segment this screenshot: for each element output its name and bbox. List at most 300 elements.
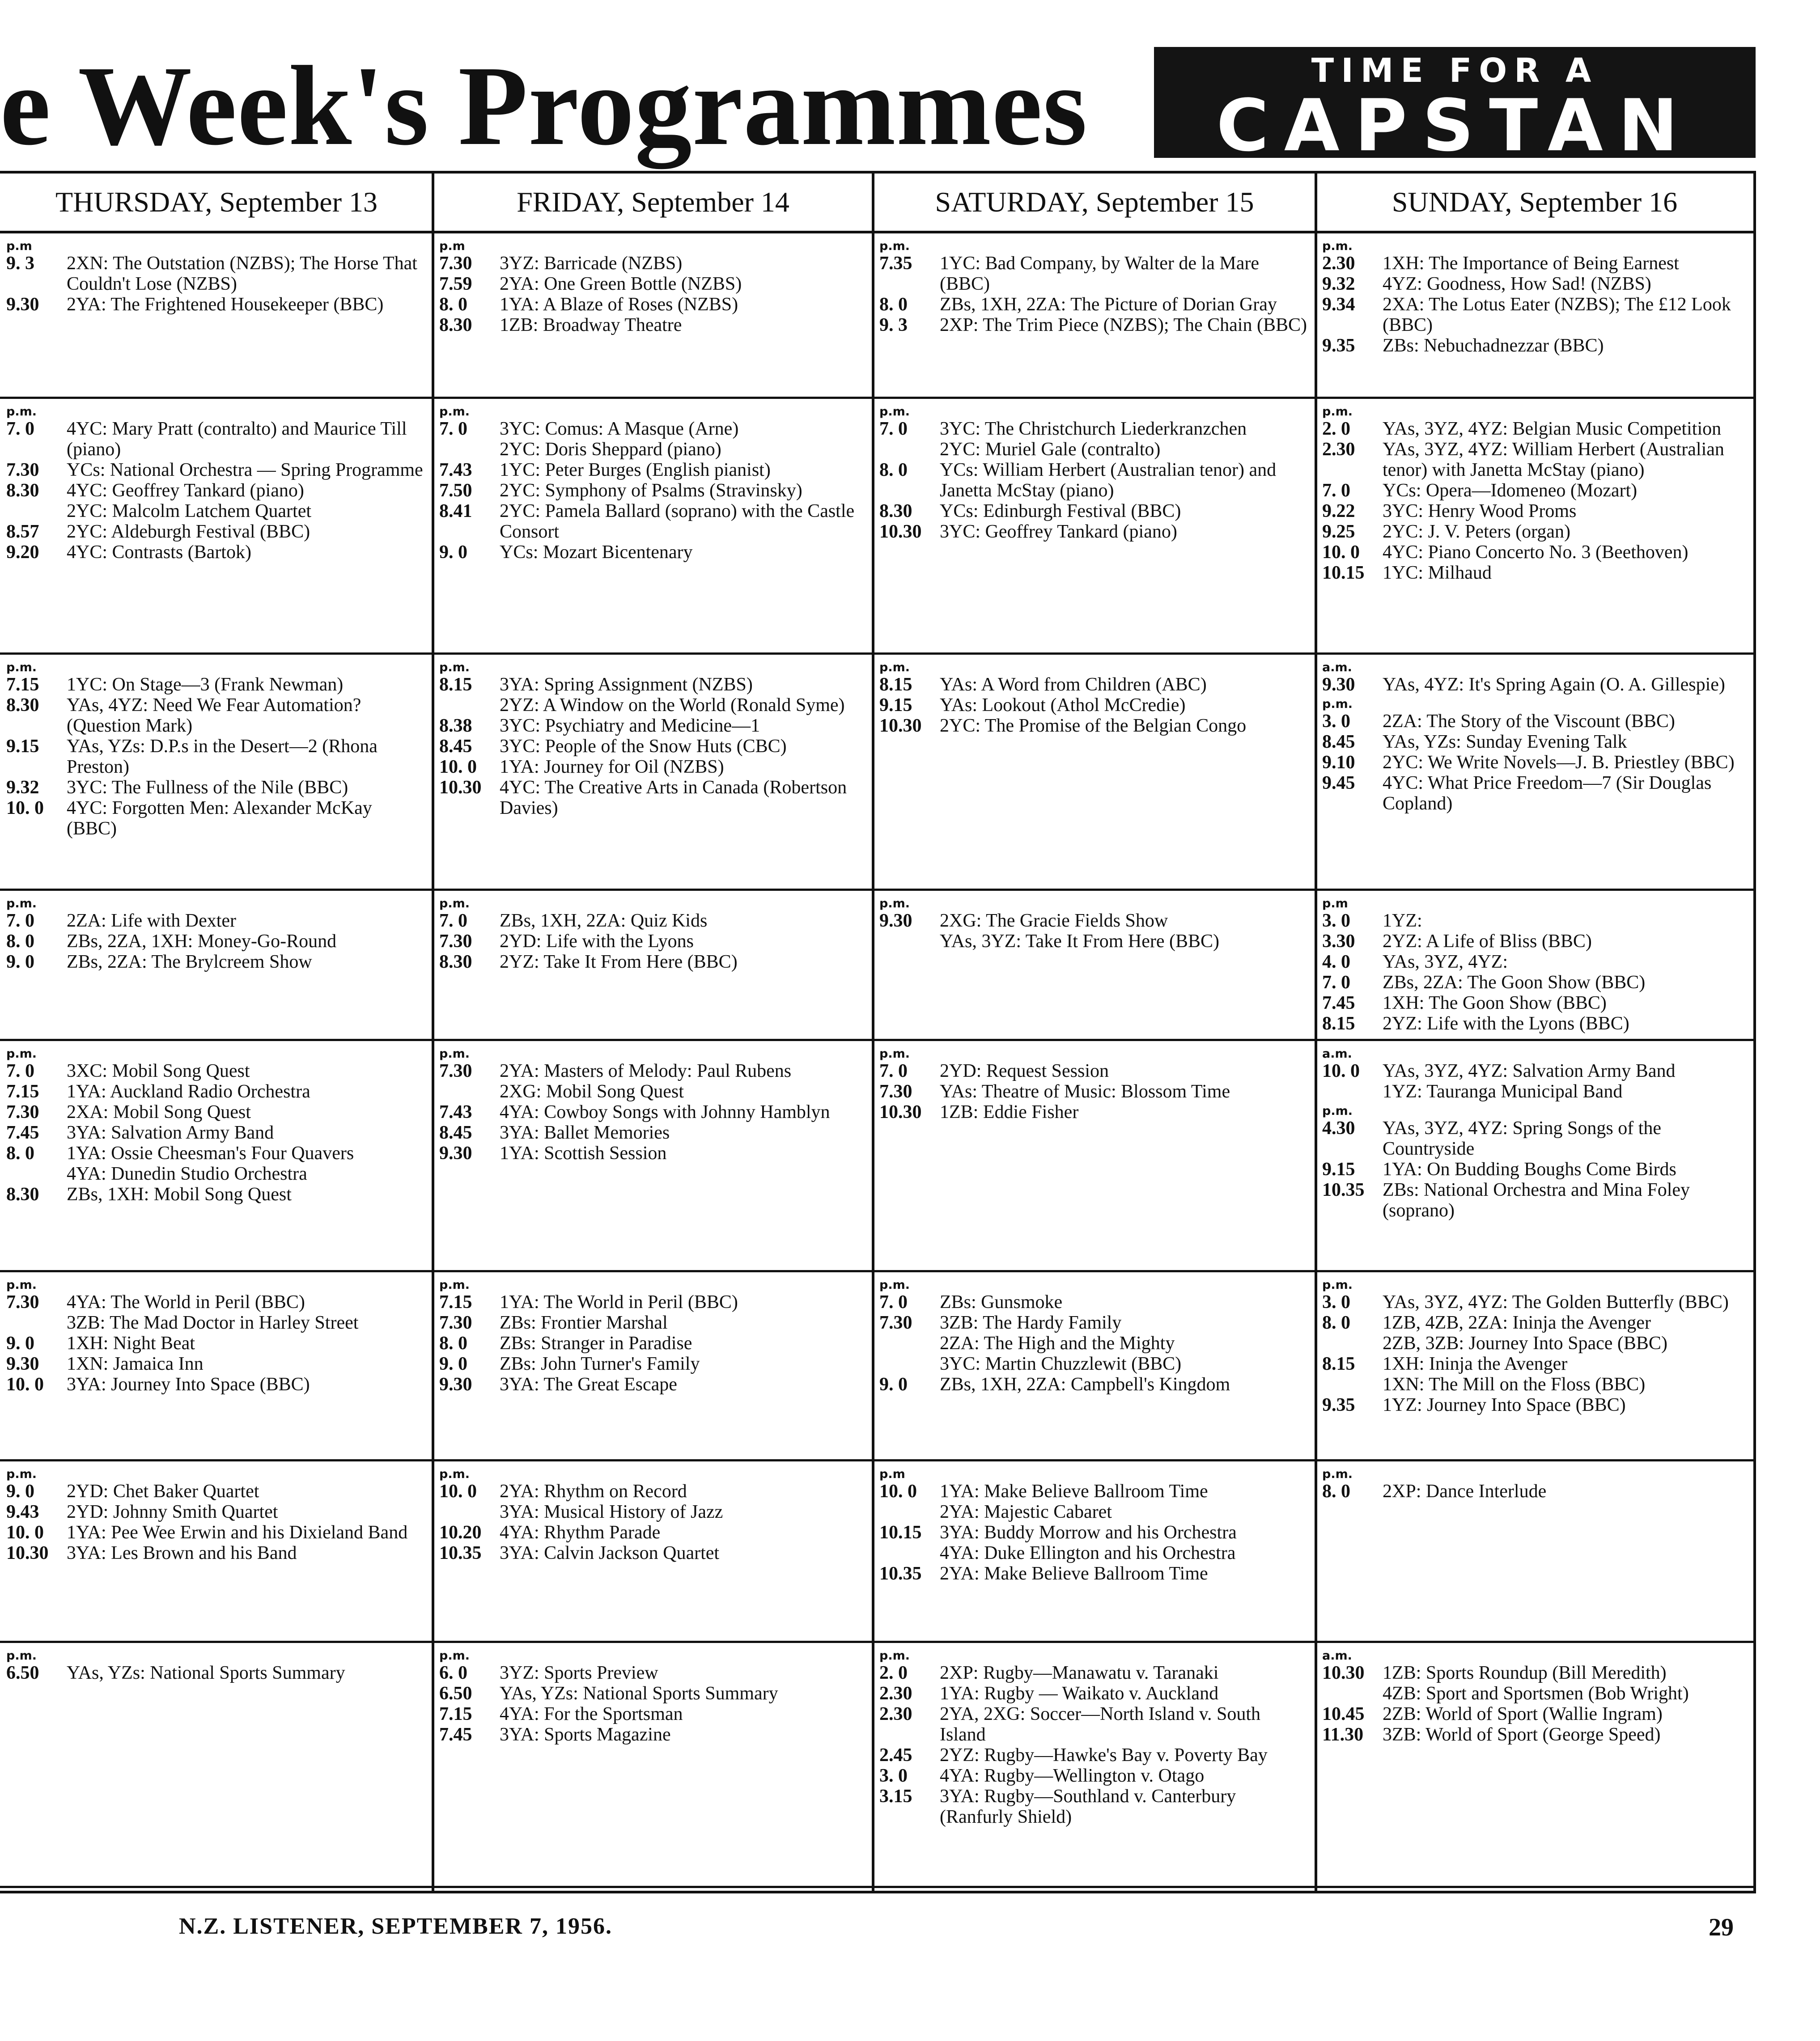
entry-time (1322, 1683, 1383, 1704)
entry-time: 2. 0 (1322, 419, 1350, 439)
programme-cell-saturday (873, 891, 1316, 1041)
entry-text: ZBs: Nebuchadnezzar (BBC) (1383, 335, 1604, 356)
entry-text: YAs, YZs: National Sports Summary (67, 1663, 345, 1683)
entry-time (6, 1313, 67, 1333)
entry-text: 2ZB, 3ZB: Journey Into Space (BBC) (1383, 1333, 1667, 1354)
entry-time (879, 439, 940, 460)
day-header-sunday: SUNDAY, September 16 (1316, 174, 1753, 233)
time-block (879, 405, 1308, 542)
entry-text: 3YC: Psychiatry and Medicine—1 (500, 716, 760, 736)
period-label: p.m. (879, 661, 910, 674)
programme-entry (1322, 501, 1745, 521)
entry-time: 4. 0 (1322, 952, 1350, 972)
entry-text: ZBs, 2ZA: The Goon Show (BBC) (1383, 972, 1646, 993)
programme-entry (439, 1481, 865, 1502)
entry-time: 9.10 (1322, 752, 1355, 773)
entry-time: 10. 0 (879, 1481, 917, 1502)
programme-entry (1322, 1333, 1745, 1354)
entry-time: 9.30 (879, 910, 912, 931)
programme-entry (439, 460, 865, 480)
programme-entry (879, 315, 1308, 335)
entry-time: 9.43 (6, 1502, 39, 1522)
entry-time: 8.30 (6, 1184, 39, 1205)
programme-cell-sunday (1316, 233, 1753, 399)
entry-time: 7. 0 (1322, 480, 1350, 501)
entry-text: ZBs, 1XH, 2ZA: Campbell's Kingdom (940, 1374, 1230, 1395)
period-label: p.m. (1322, 1104, 1353, 1118)
period-label: p.m (6, 239, 32, 253)
entry-time: 7. 0 (439, 910, 467, 931)
programme-entry (879, 253, 1308, 294)
entry-text: 4YA: Cowboy Songs with Johnny Hamblyn (500, 1102, 830, 1122)
entry-time: 8.45 (439, 736, 472, 757)
programme-entry (1322, 1061, 1745, 1081)
programme-cell-thursday (0, 1272, 433, 1461)
programme-entry (1322, 542, 1745, 563)
entry-time: 7.59 (439, 274, 472, 294)
entry-text: ZBs, 1XH: Mobil Song Quest (67, 1184, 292, 1205)
entry-text: 2YA: Rhythm on Record (500, 1481, 687, 1502)
entry-time: 9. 0 (439, 1354, 467, 1374)
programme-entry (879, 1522, 1308, 1543)
programme-cell-friday (433, 1461, 873, 1643)
entry-text: 2XP: Dance Interlude (1383, 1481, 1547, 1502)
entry-text: 1YA: A Blaze of Roses (NZBS) (500, 294, 738, 315)
entry-time: 8.41 (439, 501, 472, 521)
entry-time: 8.30 (439, 952, 472, 972)
programme-entry (6, 521, 425, 542)
entry-time: 7.50 (439, 480, 472, 501)
entry-text: 2YA: Masters of Melody: Paul Rubens (500, 1061, 792, 1081)
entry-time: 9.15 (6, 736, 39, 757)
entry-time: 7. 0 (6, 1061, 34, 1081)
entry-text: 4YC: Geoffrey Tankard (piano) (67, 480, 304, 501)
programme-cell-sunday (1316, 399, 1753, 655)
entry-time: 10. 0 (439, 757, 477, 777)
programme-entry (1322, 752, 1745, 773)
period-label: a.m. (1322, 661, 1352, 674)
entry-time: 7.15 (439, 1292, 472, 1313)
entry-time: 9.35 (1322, 335, 1355, 356)
entry-time: 7.30 (439, 1313, 472, 1333)
entry-time: 10.15 (879, 1522, 922, 1543)
entry-text: 3YA: Spring Assignment (NZBS) (500, 674, 753, 695)
entry-time: 8. 0 (439, 1333, 467, 1354)
programme-entry (439, 736, 865, 757)
entry-text: 1YA: The World in Peril (BBC) (500, 1292, 738, 1313)
time-block (1322, 1279, 1745, 1415)
programme-cell-saturday (873, 655, 1316, 891)
entry-time (879, 1502, 940, 1522)
entry-time: 9.25 (1322, 521, 1355, 542)
entry-text: 1YC: Bad Company, by Walter de la Mare (BBC) (940, 253, 1259, 294)
entry-time (879, 1354, 940, 1374)
entry-text: 2XN: The Outstation (NZBS); The Horse That Couldn't Lose (NZBS) (67, 253, 417, 294)
time-block (439, 1649, 865, 1745)
advert-brand: CAPSTAN (1216, 84, 1693, 167)
entry-text: YAs, YZs: D.P.s in the Desert—2 (Rhona Preston) (67, 736, 378, 777)
programme-entry (439, 1683, 865, 1704)
programme-entry (1322, 1724, 1745, 1745)
programme-entry (439, 274, 865, 294)
time-block (1322, 1105, 1745, 1221)
programme-entry (6, 253, 425, 294)
entry-time: 10.35 (879, 1563, 922, 1584)
entry-time: 3. 0 (1322, 910, 1350, 931)
time-block (6, 661, 425, 839)
entry-text: 2XA: Mobil Song Quest (67, 1102, 251, 1122)
programme-entry (439, 542, 865, 563)
time-block (439, 897, 865, 972)
entry-text: 3YC: Martin Chuzzlewit (BBC) (940, 1354, 1182, 1374)
entry-time (879, 931, 940, 952)
entry-text: 2YC: The Promise of the Belgian Congo (940, 716, 1247, 736)
entry-text: 4ZB: Sport and Sportsmen (Bob Wright) (1383, 1683, 1689, 1704)
entry-time: 10. 0 (6, 1374, 44, 1395)
entry-time: 2.30 (1322, 439, 1355, 460)
entry-text: ZBs, 1XH, 2ZA: Quiz Kids (500, 910, 708, 931)
programme-entry (879, 1786, 1308, 1827)
entry-text: 2YA, 2XG: Soccer—North Island v. South Island (940, 1704, 1261, 1745)
programme-entry (1322, 952, 1745, 972)
entry-time: 8.15 (1322, 1013, 1355, 1034)
entry-text: 2YZ: A Life of Bliss (BBC) (1383, 931, 1592, 952)
entry-text: 2YC: Malcolm Latchem Quartet (67, 501, 312, 521)
entry-time: 3. 0 (879, 1766, 908, 1786)
entry-text: 2YZ: Take It From Here (BBC) (500, 952, 738, 972)
entry-time: 9. 0 (6, 952, 34, 972)
entry-text: YCs: Opera—Idomeneo (Mozart) (1383, 480, 1638, 501)
entry-text: ZBs: Gunsmoke (940, 1292, 1063, 1313)
entry-text: 1ZB, 4ZB, 2ZA: Ininja the Avenger (1383, 1313, 1651, 1333)
programme-cell-friday (433, 1643, 873, 1888)
page-title: e Week's Programmes (0, 43, 1088, 169)
entry-time: 7.45 (439, 1724, 472, 1745)
programme-cell-friday (433, 233, 873, 399)
entry-time: 10.20 (439, 1522, 482, 1543)
programme-entry (879, 1374, 1308, 1395)
entry-time: 9.30 (439, 1374, 472, 1395)
programme-entry (879, 1313, 1308, 1333)
period-label: p.m. (439, 1278, 470, 1292)
entry-time: 9.15 (879, 695, 912, 716)
programme-entry (1322, 1159, 1745, 1180)
entry-time: 8. 0 (6, 931, 34, 952)
time-block (879, 240, 1308, 335)
time-block (439, 1279, 865, 1395)
programme-entry (6, 1061, 425, 1081)
entry-text: 2YD: Life with the Lyons (500, 931, 694, 952)
programme-entry (879, 1663, 1308, 1683)
programme-entry (1322, 732, 1745, 752)
entry-text: 3YA: Ballet Memories (500, 1122, 670, 1143)
entry-time (6, 1164, 67, 1184)
entry-text: 3YC: People of the Snow Huts (CBC) (500, 736, 787, 757)
entry-text: 4YA: Rhythm Parade (500, 1522, 661, 1543)
entry-time: 8.57 (6, 521, 39, 542)
entry-time (1322, 1374, 1383, 1395)
programme-cell-thursday (0, 233, 433, 399)
entry-text: 2YA: The Frightened Housekeeper (BBC) (67, 294, 384, 315)
programme-entry (879, 1704, 1308, 1745)
programme-entry (439, 480, 865, 501)
entry-text: YAs: A Word from Children (ABC) (940, 674, 1207, 695)
entry-time: 9. 3 (879, 315, 908, 335)
period-label: p.m. (879, 405, 910, 419)
programme-entry (1322, 294, 1745, 335)
programme-entry (439, 1543, 865, 1563)
programme-entry (879, 1102, 1308, 1122)
entry-time: 7.43 (439, 1102, 472, 1122)
entry-text: 2XA: The Lotus Eater (NZBS); The £12 Look (BBC) (1383, 294, 1731, 335)
entry-text: 2YZ: Rugby—Hawke's Bay v. Poverty Bay (940, 1745, 1268, 1766)
programme-entry (1322, 1180, 1745, 1221)
entry-text: 2YC: Muriel Gale (contralto) (940, 439, 1161, 460)
entry-text: 2YA: Majestic Cabaret (940, 1502, 1112, 1522)
programme-entry (879, 521, 1308, 542)
entry-time: 9.30 (439, 1143, 472, 1164)
entry-time: 6.50 (6, 1663, 39, 1683)
time-block (6, 1468, 425, 1563)
entry-text: 4YA: The World in Peril (BBC) (67, 1292, 305, 1313)
entry-text: 3YA: Journey Into Space (BBC) (67, 1374, 310, 1395)
programme-entry (439, 439, 865, 460)
entry-time (6, 501, 67, 521)
entry-time: 8.15 (439, 674, 472, 695)
entry-text: 3YA: Musical History of Jazz (500, 1502, 723, 1522)
period-label: p.m. (6, 405, 37, 419)
entry-text: 1YC: Milhaud (1383, 563, 1492, 583)
entry-text: YAs, 3YZ, 4YZ: William Herbert (Australian tenor) with Janetta McStay (piano) (1383, 439, 1724, 480)
entry-text: 3YA: Calvin Jackson Quartet (500, 1543, 720, 1563)
entry-text: 1YA: Scottish Session (500, 1143, 667, 1164)
entry-time: 10. 0 (1322, 542, 1360, 563)
programme-entry (1322, 1704, 1745, 1724)
programme-entry (6, 777, 425, 798)
capstan-advert (1154, 47, 1756, 167)
entry-text: YAs, 3YZ, 4YZ: The Golden Butterfly (BBC) (1383, 1292, 1729, 1313)
entry-time: 7.30 (879, 1081, 912, 1102)
entry-text: 4YC: What Price Freedom—7 (Sir Douglas Copland) (1383, 773, 1712, 814)
time-block (6, 405, 425, 563)
entry-time: 9. 3 (6, 253, 34, 274)
entry-time: 10. 0 (6, 798, 44, 818)
programme-entry (1322, 521, 1745, 542)
entry-text: 2XG: Mobil Song Quest (500, 1081, 684, 1102)
entry-text: 3YA: Salvation Army Band (67, 1122, 274, 1143)
programme-entry (879, 1502, 1308, 1522)
entry-time: 10.30 (879, 521, 922, 542)
entry-text: 1XH: The Goon Show (BBC) (1383, 993, 1607, 1013)
programme-entry (1322, 1292, 1745, 1313)
programme-entry (439, 674, 865, 695)
programme-cell-friday (433, 1041, 873, 1272)
programme-entry (879, 1354, 1308, 1374)
programme-entry (1322, 419, 1745, 439)
entry-text: YCs: William Herbert (Australian tenor) and Janetta McStay (piano) (940, 460, 1277, 501)
day-header-saturday: SATURDAY, September 15 (873, 174, 1316, 233)
entry-text: 3YC: Henry Wood Proms (1383, 501, 1577, 521)
entry-time: 7.15 (6, 674, 39, 695)
programme-entry (1322, 972, 1745, 993)
entry-text: 4YA: Rugby—Wellington v. Otago (940, 1766, 1205, 1786)
programme-entry (1322, 1013, 1745, 1034)
programme-entry (439, 1663, 865, 1683)
programme-entry (439, 1333, 865, 1354)
entry-time (439, 1502, 500, 1522)
programme-entry (439, 1724, 865, 1745)
entry-time: 9. 0 (879, 1374, 908, 1395)
programme-grid (0, 171, 1756, 1893)
programme-entry (6, 419, 425, 460)
entry-text: YCs: Mozart Bicentenary (500, 542, 693, 563)
time-block (439, 661, 865, 818)
programme-entry (439, 1502, 865, 1522)
entry-time: 2.30 (1322, 253, 1355, 274)
programme-entry (439, 419, 865, 439)
programme-entry (439, 777, 865, 818)
time-block (879, 1468, 1308, 1584)
entry-time: 3. 0 (1322, 711, 1350, 732)
entry-time: 9. 0 (439, 542, 467, 563)
entry-time: 3.15 (879, 1786, 912, 1807)
entry-text: 1YC: On Stage—3 (Frank Newman) (67, 674, 344, 695)
entry-text: 2YC: We Write Novels—J. B. Priestley (BBC) (1383, 752, 1735, 773)
entry-time: 7.30 (6, 1292, 39, 1313)
programme-entry (439, 315, 865, 335)
entry-time: 9.32 (1322, 274, 1355, 294)
entry-time: 10.30 (6, 1543, 49, 1563)
period-label: p.m. (6, 897, 37, 910)
entry-text: YCs: Edinburgh Festival (BBC) (940, 501, 1181, 521)
entry-time: 9.34 (1322, 294, 1355, 315)
entry-text: 2YC: J. V. Peters (organ) (1383, 521, 1570, 542)
entry-time: 7. 0 (1322, 972, 1350, 993)
programme-entry (439, 501, 865, 542)
programme-cell-thursday (0, 399, 433, 655)
programme-entry (1322, 1374, 1745, 1395)
time-block (439, 1047, 865, 1164)
programme-entry (439, 1292, 865, 1313)
entry-text: 2YA: Make Believe Ballroom Time (940, 1563, 1208, 1584)
entry-text: YAs, 3YZ, 4YZ: Spring Songs of the Countryside (1383, 1118, 1662, 1159)
entry-text: 3YA: The Great Escape (500, 1374, 677, 1395)
period-label: p.m. (1322, 1278, 1353, 1292)
programme-entry (1322, 439, 1745, 480)
entry-text: YCs: National Orchestra — Spring Programme (67, 460, 423, 480)
programme-entry (6, 1502, 425, 1522)
time-block (1322, 1468, 1745, 1502)
entry-text: 1XH: Night Beat (67, 1333, 195, 1354)
time-block (879, 1279, 1308, 1395)
programme-entry (439, 1313, 865, 1333)
entry-time: 8. 0 (1322, 1313, 1350, 1333)
programme-entry (6, 1543, 425, 1563)
programme-entry (1322, 773, 1745, 814)
entry-time: 3.30 (1322, 931, 1355, 952)
period-label: p.m. (439, 897, 470, 910)
entry-time: 8. 0 (439, 294, 467, 315)
entry-text: 2ZA: Life with Dexter (67, 910, 237, 931)
entry-time: 9. 0 (6, 1333, 34, 1354)
programme-entry (879, 1766, 1308, 1786)
period-label: p.m. (6, 1047, 37, 1061)
programme-entry (439, 1122, 865, 1143)
programme-cell-saturday (873, 1643, 1316, 1888)
programme-cell-sunday (1316, 891, 1753, 1041)
programme-entry (1322, 993, 1745, 1013)
entry-time: 8.30 (6, 695, 39, 716)
programme-entry (1322, 1081, 1745, 1102)
entry-time: 8.38 (439, 716, 472, 736)
entry-time: 8.30 (879, 501, 912, 521)
programme-cell-sunday (1316, 655, 1753, 891)
period-label: p.m. (1322, 405, 1353, 419)
programme-entry (879, 1292, 1308, 1313)
period-label: p.m. (439, 661, 470, 674)
entry-time: 7. 0 (439, 419, 467, 439)
period-label: p.m. (6, 1278, 37, 1292)
entry-text: 4YC: Contrasts (Bartok) (67, 542, 251, 563)
programme-entry (6, 1663, 425, 1683)
programme-entry (6, 480, 425, 501)
programme-cell-friday (433, 399, 873, 655)
time-block (1322, 1047, 1745, 1102)
entry-text: 4YC: Forgotten Men: Alexander McKay (BBC) (67, 798, 372, 839)
programme-entry (1322, 1313, 1745, 1333)
programme-cell-sunday (1316, 1272, 1753, 1461)
entry-text: 4YA: Dunedin Studio Orchestra (67, 1164, 307, 1184)
programme-entry (439, 1102, 865, 1122)
entry-time: 9.15 (1322, 1159, 1355, 1180)
programme-entry (879, 294, 1308, 315)
programme-entry (6, 1081, 425, 1102)
entry-time: 11.30 (1322, 1724, 1364, 1745)
programme-entry (439, 1354, 865, 1374)
period-label: p.m (879, 1467, 905, 1481)
period-label: p.m. (1322, 697, 1353, 711)
entry-time: 8.15 (879, 674, 912, 695)
programme-entry (6, 674, 425, 695)
entry-time: 7.45 (1322, 993, 1355, 1013)
programme-entry (879, 501, 1308, 521)
programme-entry (879, 695, 1308, 716)
entry-time: 9.22 (1322, 501, 1355, 521)
entry-time: 7.43 (439, 460, 472, 480)
programme-entry (6, 1122, 425, 1143)
entry-text: 3ZB: World of Sport (George Speed) (1383, 1724, 1661, 1745)
entry-text: 4YZ: Goodness, How Sad! (NZBS) (1383, 274, 1651, 294)
programme-entry (879, 460, 1308, 501)
programme-entry (439, 253, 865, 274)
entry-time: 8.45 (439, 1122, 472, 1143)
footer-citation: N.Z. LISTENER, SEPTEMBER 7, 1956. (179, 1914, 612, 1939)
programme-entry (879, 674, 1308, 695)
programme-entry (6, 736, 425, 777)
programme-entry (439, 294, 865, 315)
entry-text: 3YA: Rugby—Southland v. Canterbury (Ranfurly Shield) (940, 1786, 1236, 1827)
time-block (6, 1649, 425, 1683)
programme-entry (1322, 910, 1745, 931)
entry-text: YAs, 3YZ: Take It From Here (BBC) (940, 931, 1220, 952)
entry-time: 2.30 (879, 1704, 912, 1724)
entry-time (439, 439, 500, 460)
advert-tagline: TIME FOR A (1311, 51, 1599, 90)
entry-time: 8. 0 (6, 1143, 34, 1164)
programme-cell-saturday (873, 1461, 1316, 1643)
period-label: p.m. (439, 1467, 470, 1481)
programme-cell-thursday (0, 1643, 433, 1888)
